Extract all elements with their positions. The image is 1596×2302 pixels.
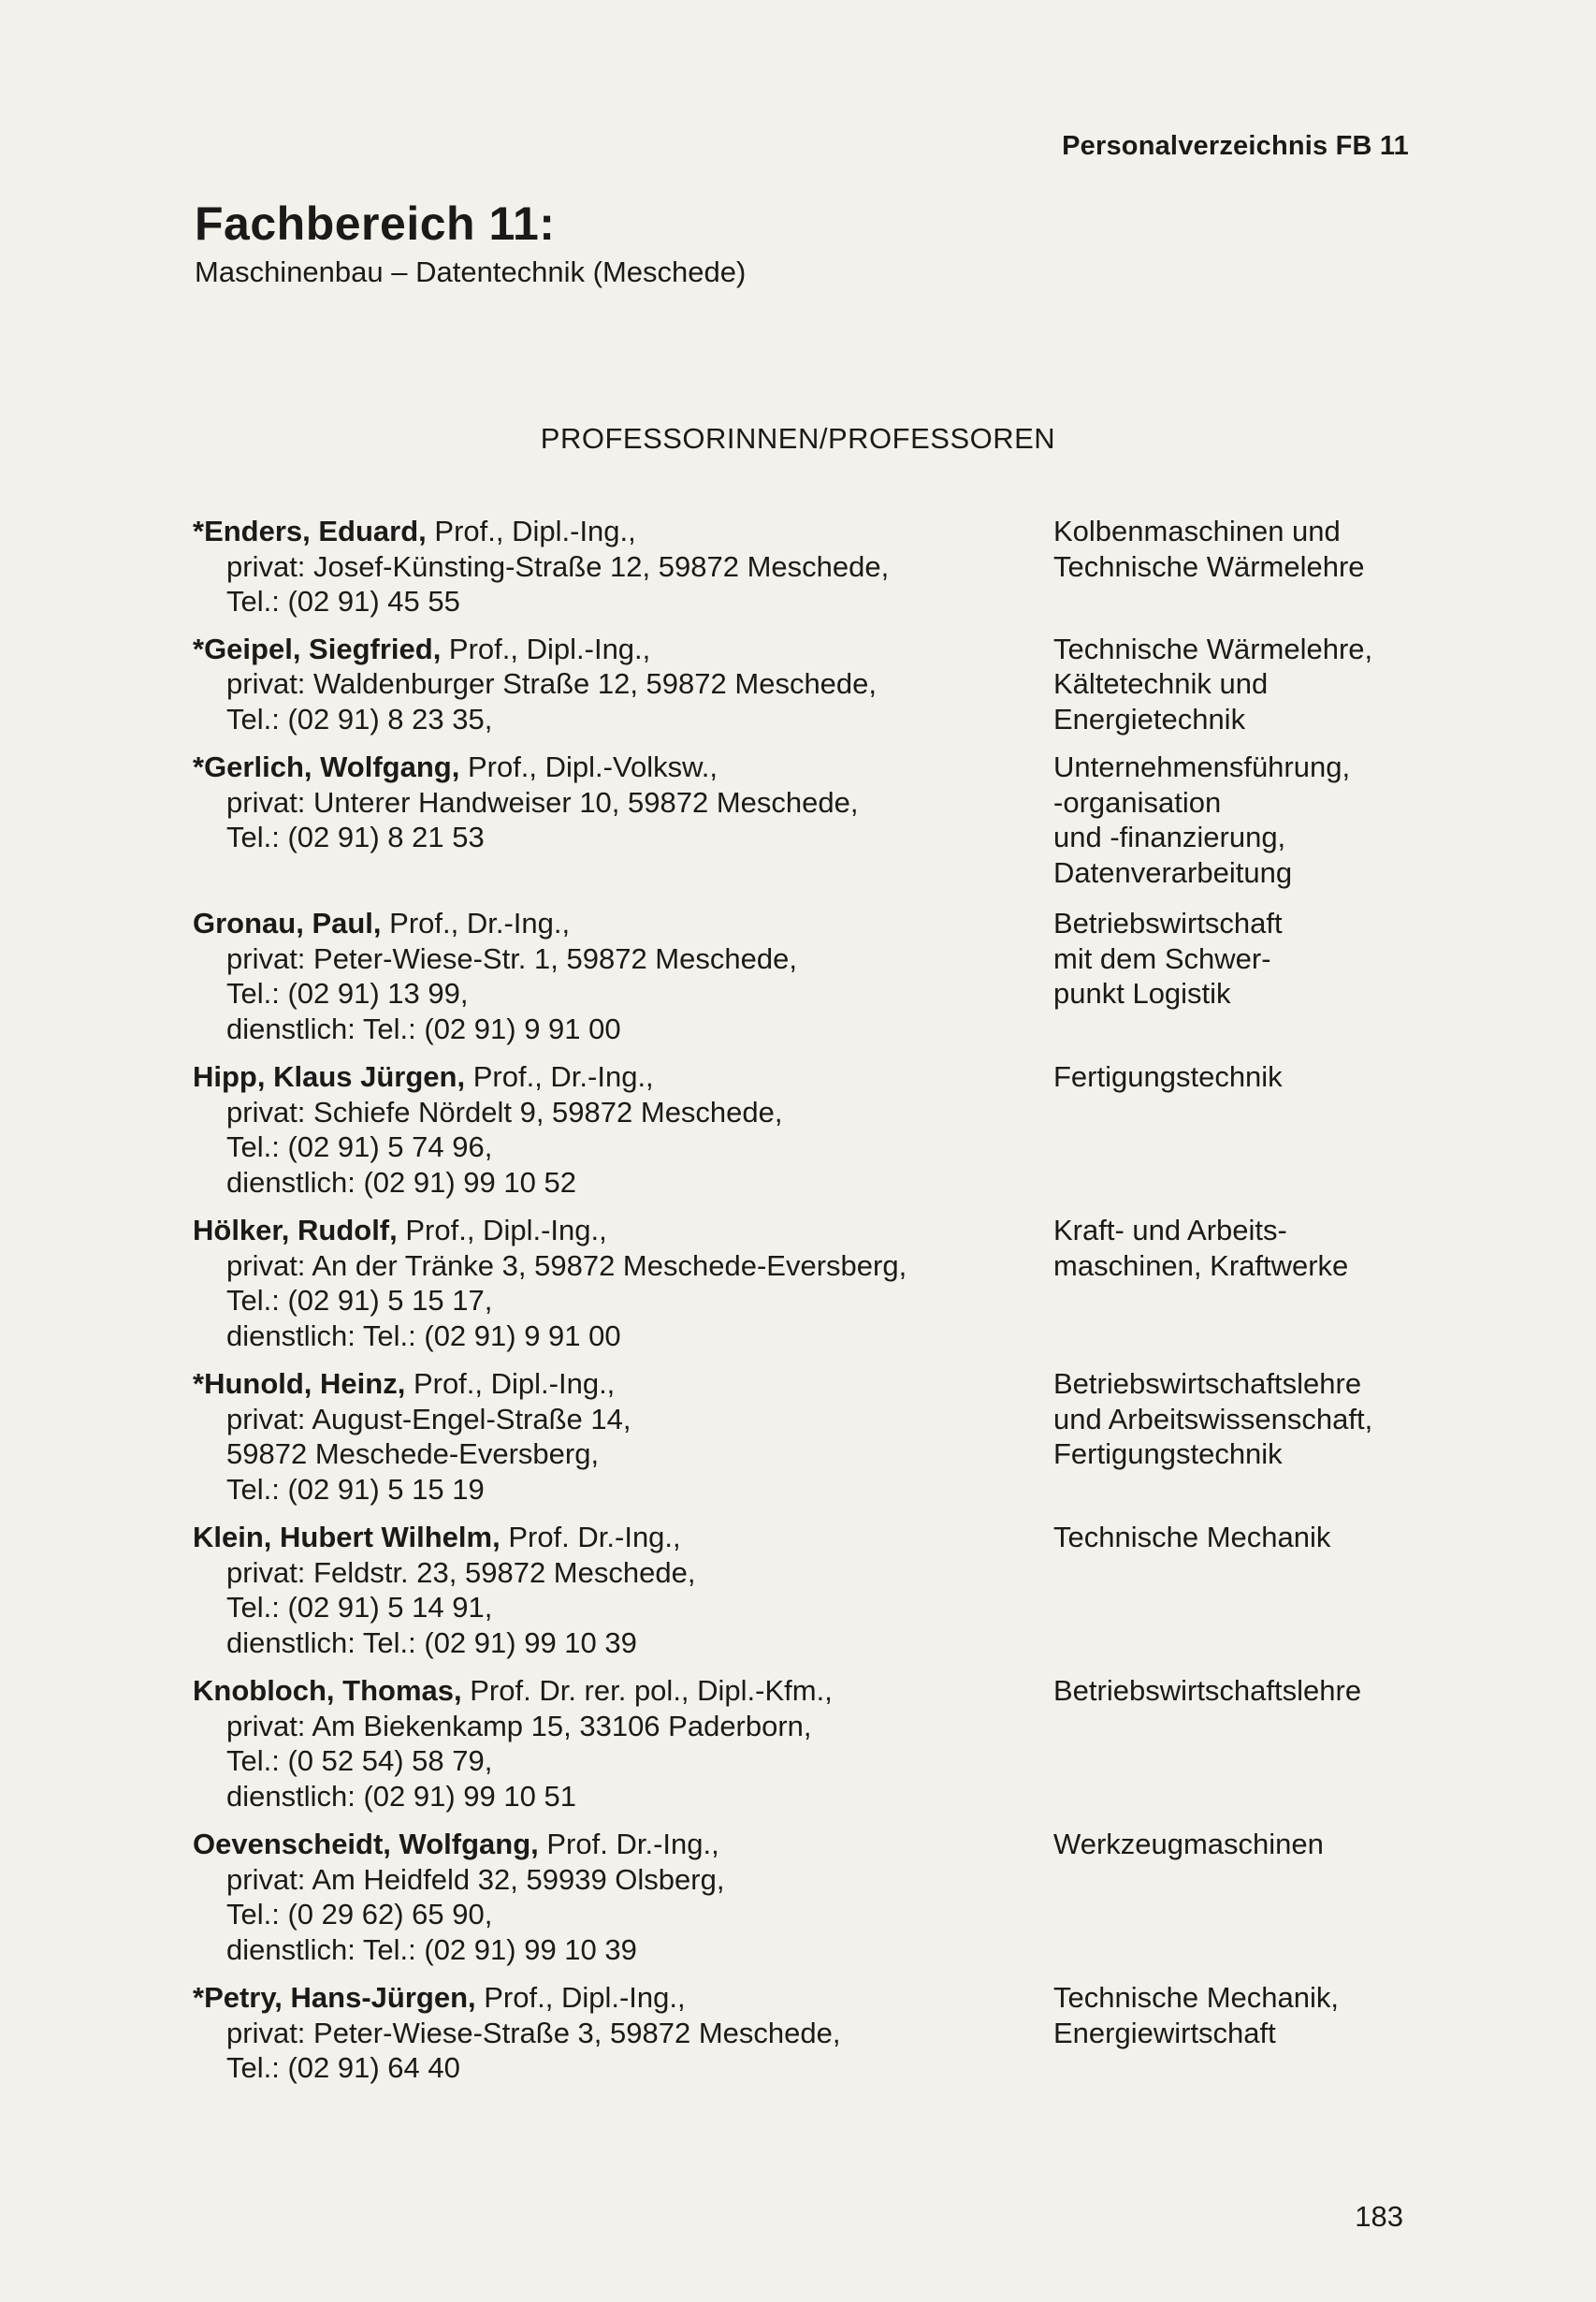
staff-details [193,1059,997,1200]
subject-line: Energiewirtschaft [1053,2016,1276,2049]
staff-subjects [1053,1980,1428,2086]
staff-name: Hipp, Klaus Jürgen, [193,1060,466,1093]
staff-detail-line: privat: An der Tränke 3, 59872 Meschede-Eversberg, [226,1248,907,1282]
staff-detail-line: privat: August-Engel-Straße 14, [226,1402,631,1435]
staff-details [193,1827,997,1967]
staff-title: Prof., Dipl.-Ing., [441,632,651,665]
section-heading: PROFESSORINNEN/PROFESSOREN [540,422,1056,455]
staff-detail-line: privat: Unterer Handweiser 10, 59872 Meschede, [226,785,859,819]
staff-name-line [193,1980,997,2016]
subject-line: Betriebswirtschaft [1053,907,1283,940]
staff-name: *Petry, Hans-Jürgen, [193,1981,476,2014]
staff-subjects [1053,750,1428,890]
running-head: Personalverzeichnis FB 11 [1062,131,1409,161]
staff-detail-line: Tel.: (02 91) 5 14 91, [226,1591,493,1624]
page-subtitle: Maschinenbau – Datentechnik (Meschede) [195,255,747,288]
subject-line: und Arbeitswissenschaft, [1053,1402,1373,1435]
staff-name-line [193,1827,997,1862]
staff-title: Prof., Dr.-Ing., [381,907,571,940]
staff-entry [193,1059,1428,1200]
staff-detail-line: Tel.: (0 29 62) 65 90, [226,1898,493,1930]
subject-line: Technische Mechanik [1053,1521,1331,1553]
staff-title: Prof., Dipl.-Ing., [475,1981,686,2014]
staff-name-line [193,1213,997,1248]
staff-name: *Geipel, Siegfried, [193,632,442,665]
staff-detail-line: Tel.: (02 91) 13 99, [226,977,469,1010]
staff-name: Gronau, Paul, [193,907,382,940]
subject-line: Datenverarbeitung [1053,855,1293,889]
staff-detail-line: privat: Peter-Wiese-Str. 1, 59872 Meschede, [226,941,797,975]
staff-subjects [1053,1520,1428,1660]
staff-entry [193,1673,1428,1814]
subject-line: maschinen, Kraftwerke [1053,1248,1349,1282]
staff-name: *Enders, Eduard, [193,515,427,547]
staff-detail-line: Tel.: (0 52 54) 58 79, [226,1744,493,1777]
staff-title: Prof., Dipl.-Ing., [426,515,636,547]
staff-details [193,1366,997,1507]
subject-line: mit dem Schwer- [1053,941,1271,975]
staff-details [193,514,997,619]
subject-line: Werkzeugmaschinen [1053,1828,1324,1860]
subject-line: Fertigungstechnik [1053,1060,1283,1093]
staff-details [193,1213,997,1353]
staff-name: *Gerlich, Wolfgang, [193,750,460,783]
staff-entry [193,750,1428,890]
staff-entry [193,1520,1428,1660]
subject-line: -organisation [1053,785,1222,819]
staff-detail-line: privat: Am Biekenkamp 15, 33106 Paderborn, [226,1709,812,1742]
staff-subjects [1053,514,1428,619]
subject-line: und -finanzierung, [1053,821,1286,853]
staff-entry [193,1980,1428,2086]
staff-detail-line: Tel.: (02 91) 5 74 96, [226,1130,493,1163]
staff-detail-line: dienstlich: Tel.: (02 91) 9 91 00 [226,1319,621,1352]
staff-entry [193,906,1428,1046]
subject-line: Betriebswirtschaftslehre [1053,1367,1362,1400]
staff-name-line [193,1366,997,1402]
staff-details [193,906,997,1046]
staff-subjects [1053,1673,1428,1814]
staff-title: Prof. Dr. rer. pol., Dipl.-Kfm., [461,1674,833,1707]
staff-details [193,1520,997,1660]
staff-name: *Hunold, Heinz, [193,1367,406,1400]
subject-line: Betriebswirtschaftslehre [1053,1674,1362,1707]
staff-name-line [193,1520,997,1555]
staff-subjects [1053,906,1428,1046]
staff-subjects [1053,1366,1428,1507]
staff-title: Prof., Dr.-Ing., [465,1060,654,1093]
staff-title: Prof. Dr.-Ing., [538,1828,719,1860]
subject-line: Technische Wärmelehre [1053,549,1365,583]
staff-detail-line: Tel.: (02 91) 45 55 [226,585,460,618]
staff-name: Klein, Hubert Wilhelm, [193,1521,501,1553]
staff-entry [193,1366,1428,1507]
staff-detail-line: privat: Feldstr. 23, 59872 Meschede, [226,1555,696,1589]
staff-details [193,632,997,737]
staff-name-line [193,1673,997,1709]
staff-entry [193,632,1428,737]
subject-line: Unternehmensführung, [1053,750,1351,783]
subject-line: Kolbenmaschinen und [1053,515,1341,547]
page-number: 183 [1355,2200,1403,2233]
staff-entry [193,1213,1428,1353]
staff-list [193,514,1428,2086]
staff-detail-line: dienstlich: (02 91) 99 10 52 [226,1165,576,1199]
staff-detail-line: dienstlich: (02 91) 99 10 51 [226,1779,576,1813]
subject-line: Energietechnik [1053,702,1246,736]
staff-detail-line: privat: Josef-Künsting-Straße 12, 59872 Meschede, [226,549,890,583]
staff-details [193,1980,997,2086]
staff-title: Prof., Dipl.-Ing., [405,1367,616,1400]
staff-detail-line: privat: Peter-Wiese-Straße 3, 59872 Meschede, [226,2016,841,2049]
staff-detail-line: 59872 Meschede-Eversberg, [226,1437,600,1470]
subject-line: Kältetechnik und [1053,667,1269,700]
staff-detail-line: Tel.: (02 91) 64 40 [226,2051,460,2084]
subject-line: Technische Wärmelehre, [1053,632,1373,665]
staff-subjects [1053,632,1428,737]
page-title: Fachbereich 11: [195,197,556,250]
staff-detail-line: dienstlich: Tel.: (02 91) 9 91 00 [226,1012,621,1045]
staff-details [193,750,997,890]
staff-subjects [1053,1827,1428,1967]
staff-title: Prof., Dipl.-Volksw., [459,750,718,783]
staff-detail-line: Tel.: (02 91) 5 15 19 [226,1472,485,1506]
staff-detail-line: Tel.: (02 91) 8 23 35, [226,702,493,736]
staff-name: Knobloch, Thomas, [193,1674,462,1707]
staff-detail-line: dienstlich: Tel.: (02 91) 99 10 39 [226,1625,637,1659]
staff-detail-line: privat: Schiefe Nördelt 9, 59872 Meschede, [226,1095,783,1129]
staff-detail-line: Tel.: (02 91) 5 15 17, [226,1284,493,1317]
staff-detail-line: dienstlich: Tel.: (02 91) 99 10 39 [226,1932,637,1966]
staff-subjects [1053,1213,1428,1353]
staff-entry [193,514,1428,619]
subject-line: Fertigungstechnik [1053,1437,1283,1470]
staff-title: Prof. Dr.-Ing., [500,1521,681,1553]
staff-name-line [193,906,997,941]
staff-name-line [193,750,997,785]
staff-name-line [193,514,997,549]
staff-entry [193,1827,1428,1967]
staff-detail-line: privat: Am Heidfeld 32, 59939 Olsberg, [226,1862,725,1896]
staff-subjects [1053,1059,1428,1200]
staff-name: Hölker, Rudolf, [193,1214,398,1246]
staff-details [193,1673,997,1814]
staff-name-line [193,632,997,667]
staff-name: Oevenscheidt, Wolfgang, [193,1828,539,1860]
subject-line: Technische Mechanik, [1053,1981,1339,2014]
staff-title: Prof., Dipl.-Ing., [397,1214,607,1246]
staff-detail-line: Tel.: (02 91) 8 21 53 [226,821,485,853]
staff-name-line [193,1059,997,1095]
subject-line: Kraft- und Arbeits- [1053,1214,1287,1246]
subject-line: punkt Logistik [1053,977,1231,1010]
staff-detail-line: privat: Waldenburger Straße 12, 59872 Meschede, [226,667,878,700]
